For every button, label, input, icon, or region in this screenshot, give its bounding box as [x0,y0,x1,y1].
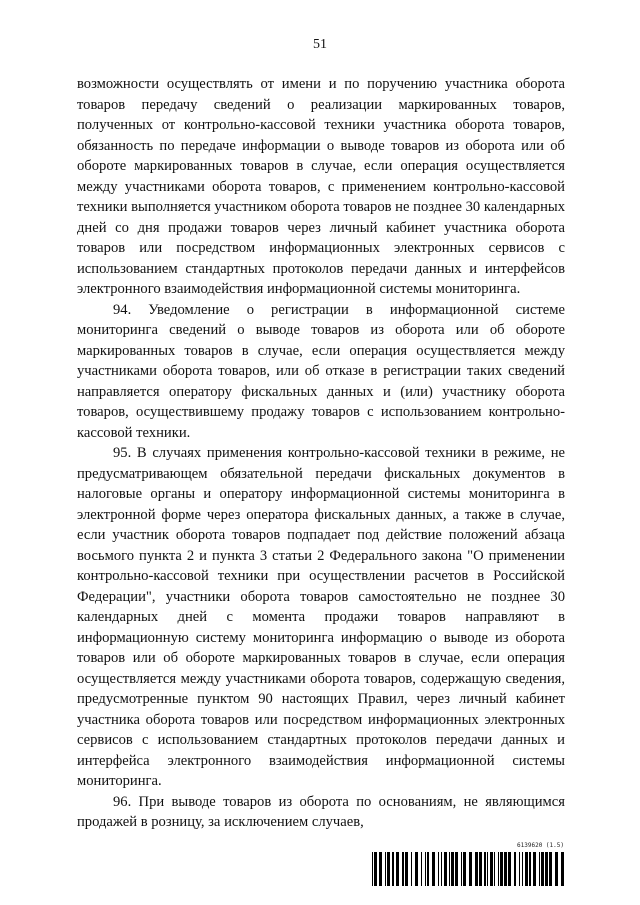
document-body [77,74,565,833]
document-code: 6139620 (1.5) [517,842,564,849]
page-number: 51 [313,37,327,52]
paragraph-continuation: возможности осуществлять от имени и по поручению участника оборота товаров передачу сведений о реализации маркированных товаров, полученных от контрольно-кассовой техники участника оборота товаров, обязанность по передаче информации о выводе товаров из оборота или об обороте маркированных товаров в случае, если операция осуществляется между участниками оборота товаров, с применением контрольно-кассовой техники выполняется участником оборота товаров не позднее 30 календарных дней со дня продажи товаров через личный кабинет участника оборота товаров или посредством информационных электронных сервисов с использованием стандартных протоколов передачи данных и интерфейсов электронного взаимодействия информационной системы мониторинга. [77,76,565,297]
paragraph-94: 94. Уведомление о регистрации в информационной системе мониторинга сведений о выводе товаров из оборота или об обороте маркированных товаров в случае, если операция осуществляется между участниками оборота товаров, или об отказе в регистрации таких сведений направляется оператору фискальных данных и (или) участнику оборота товаров, осуществившему продажу товаров с использованием контрольно-кассовой техники. [77,301,565,441]
barcode [372,852,564,886]
paragraph-96: 96. При выводе товаров из оборота по основаниям, не являющимся продажей в розницу, за исключением случаев, [77,793,565,830]
paragraph-95: 95. В случаях применения контрольно-кассовой техники в режиме, не предусматривающем обязательной передачи фискальных документов в налоговые органы и оператору информационной системы мониторинга в электронной форме через оператора фискальных данных, а также в случае, если участник оборота товаров подпадает под действие положений абзаца восьмого пункта 2 и пункта 3 статьи 2 Федерального закона "О применении контрольно-кассовой техники при осуществлении расчетов в Российской Федерации", участники оборота товаров самостоятельно не позднее 30 календарных дней с момента продажи товаров направляют в информационную систему мониторинга информацию о выводе из оборота товаров или об обороте маркированных товаров в случае, если операция осуществляется между участниками оборота товаров, содержащую сведения, предусмотренные пунктом 90 настоящих Правил, через личный кабинет участника оборота товаров или посредством информационных электронных сервисов с использованием стандартных протоколов передачи данных и интерфейса электронного взаимодействия информационной системы мониторинга. [77,445,565,789]
